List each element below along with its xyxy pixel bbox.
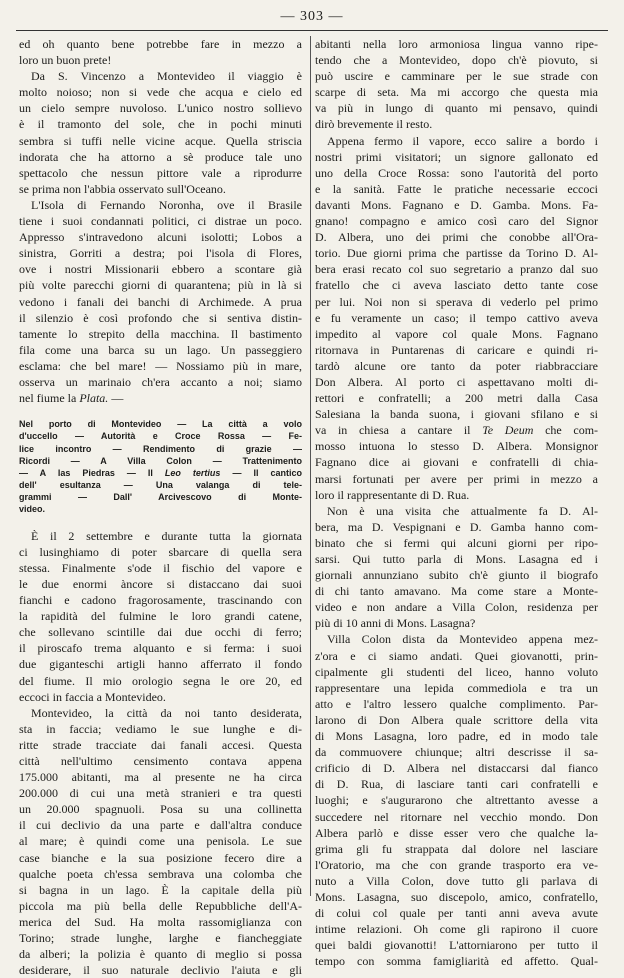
text-line: l'Oratorio, ma che con grande trasporto era ve-: [315, 857, 598, 872]
text-line: tendo che a Montevideo, dopo ch'è piovuto, si: [315, 53, 598, 68]
text-line: bera erasi recato col suo segretario a pranzo dal suo: [315, 262, 598, 277]
text-line: desiderare, il suo naturale declivio l'aiuta e gli: [19, 963, 302, 978]
text-line: può uscire e camminare per le sue strade con: [315, 69, 598, 84]
spacer: [19, 406, 302, 418]
heading-italic: Leo tertius: [164, 467, 221, 478]
text-line: binato che si fermi qui alcuni giorni per ripo-: [315, 535, 598, 550]
text-line: ed oh quanto bene potrebbe fare in mezzo a: [19, 37, 302, 51]
text-line: larono di Don Albera quale scrittore della vita: [315, 712, 598, 727]
text-line: tiene i suoi condannati politici, ci distrae un poco.: [19, 214, 302, 229]
text-line: merica del Sud. Ha molta rassomiglianza con: [19, 914, 302, 929]
text-line: Appresso s'intravedono alcuni isolotti; Lobos a: [19, 230, 302, 245]
text-line: due giganteschi artigli hanno afferrato il fondo: [19, 657, 302, 672]
text-fragment: —: [108, 391, 124, 406]
text-line: L'Isola di Fernando Noronha, ove il Brasile: [31, 197, 302, 212]
text-line: esclama: che bel mare! — Nossiamo più in mare,: [19, 358, 302, 373]
text-line: eccoci in faccia a Montevideo.: [19, 689, 166, 704]
text-line: vedono i fanali dei banchi di Archimede. A prua: [19, 294, 302, 309]
text-line: Salesiana la banda suona, i giovani sfilano e si: [315, 407, 598, 422]
text-line: e fu veramente un caso; il tempo cattivo aveva: [315, 310, 598, 325]
text-line: 175.000 abitanti, ma al presente ne ha circa: [19, 770, 302, 785]
text-line: scarpe di seta. Ma mi accorgo che questa mia: [315, 85, 598, 100]
left-column: [19, 36, 302, 978]
heading-line: video.: [19, 504, 46, 515]
text-line: molto noioso; non si vede che acqua e cielo ed: [19, 85, 302, 100]
text-line: di colui col quale per tanti anni aveva avute: [315, 906, 598, 921]
text-line: la rapidità del fulmine le loro grandi catene,: [19, 609, 302, 624]
text-line: di Mons Lasagna, loro padre, ed in modo tale: [315, 729, 598, 744]
text-line: più di 10 anni di Mons. Lasagna?: [315, 616, 476, 631]
heading-line: Ricordi — A Villa Colon — Trattenimento: [19, 455, 302, 466]
text-line: succedere nel ritornare nel vecchio mondo. Don: [315, 809, 598, 824]
text-line: Torino; strade lunghe, larghe e fiancheggiate: [19, 931, 302, 945]
text-line: tardò alcune ore tanto da poter riabbracciare: [315, 358, 598, 373]
heading-line: lice incontro — Rendimento di grazie —: [19, 443, 302, 454]
text-line: [19, 390, 302, 406]
text-line: un cielo sempre nuvoloso. L'unico nostro sollievo: [19, 101, 302, 116]
text-line: osserva un marinaio ch'era accanto a noi; siamo: [19, 374, 302, 389]
text-line: sta in faccia; vediamo le sue lunghe e di-: [19, 721, 302, 736]
page-number: — 303 —: [280, 9, 344, 24]
text-line: al mare; è quindi come una penisola. Le sue: [19, 834, 302, 849]
text-line: stessa. Finalmente s'ode il fischio del vapore e: [19, 560, 302, 575]
text-line: il piroscafo trema alquanto e si ferma: i suoi: [19, 641, 302, 656]
text-line: case bianche e la sua posizione fecero dire a: [19, 850, 302, 865]
text-line: e la sanità. Fatte le pratiche necessarie eccoci: [315, 181, 598, 196]
text-line: Don Albera. Al porto ci aspettavano molti di-: [315, 374, 598, 389]
text-line: tamente lo strepito della macchina. Il bastimento: [19, 326, 302, 341]
text-line: fratello che ci aveva lasciato detto tante cose: [315, 278, 598, 293]
text-line: bera, ma D. Vespignani e D. Gamba hanno com-: [315, 519, 598, 534]
text-line: piccola ma più bella delle Repubbliche dell'A-: [19, 898, 302, 913]
text-line: spettacolo che nessun pittore vale a riprodurre: [19, 165, 302, 180]
text-line: città nell'ultimo censimento contava appena: [19, 753, 302, 768]
text-line: rettori e confratelli; a 200 metri dalla Casa: [315, 391, 598, 406]
text-line: sarsi. Qui tutto parla di Mons. Lasagna ed i: [315, 552, 598, 566]
text-line: Montevideo, la città da noi tanto desiderata,: [31, 705, 302, 720]
text-line: giornali annunziano subito ch'è giunto il biografo: [315, 568, 598, 583]
text-line: rappresentare una lepida commediola e tra un: [315, 680, 598, 695]
heading-line: grammi — Dall' Arcivescovo di Monte-: [19, 492, 302, 503]
text-line: 200.000 di cui una metà stranieri e tra questi: [19, 786, 302, 801]
text-line: ritte strade tracciate dai fanali accesi. Questa: [19, 737, 302, 752]
text-line: del fiume. Il mio orologio segna le ore 20, ed: [19, 673, 302, 688]
text-line: loro un buon prete!: [19, 53, 112, 68]
column-divider: [310, 36, 311, 896]
header-rule: [16, 30, 608, 31]
text-line: il cui declivio da una parte e dall'altra conduce: [19, 818, 302, 833]
text-fragment: va in chiesa a cantare il: [315, 423, 471, 438]
text-line: È il 2 settembre e durante tutta la giornata: [31, 528, 302, 543]
text-line: marsi fortunati per avere per primi in mezzo a: [315, 471, 598, 486]
text-line: mosso intuona lo stesso D. Albera. Monsignor: [315, 439, 598, 454]
text-line: che sollevano scintille dai due occhi di ferro;: [19, 625, 302, 640]
text-line: si bagna in un lago. È la capitale della più: [19, 882, 302, 897]
text-line: ove i nostri Missionarii ebbero a scontare già: [19, 262, 302, 277]
text-line: Fagnano dice ai giovani e confratelli di chia-: [315, 455, 598, 470]
text-line: gnano! compagno e amico così caro del Signor: [315, 214, 598, 229]
text-line: più volte parecchi giorni di quarantena; più in là si: [19, 278, 302, 293]
text-line: ci lusinghiamo di poter sbarcare di quella sera: [19, 544, 302, 559]
section-heading: [19, 418, 302, 516]
text-line: crificio di D. Albera nel distaccarsi dal fianco: [315, 761, 598, 776]
text-line: sinistra, Gorriti a destra; poi l'isola di Flores,: [19, 246, 302, 261]
text-line: z'ora e ci siamo andati. Quei giovanotti, prin-: [315, 648, 598, 663]
text-fragment: nel fiume la: [19, 391, 77, 406]
heading-line: dell' esultanza — Una valanga di tele-: [19, 480, 302, 491]
text-line: nostri primi visitatori; un signore gallonato ed: [315, 149, 598, 164]
italic-text: Te Deum: [482, 423, 534, 438]
text-line: abitanti nella loro armoniosa lingua vanno ripe-: [315, 37, 598, 51]
text-line: davanti Mons. Fagnano e D. Gamba. Mons. Fa-: [315, 197, 598, 212]
heading-fragment: — A las Piedras — Il: [19, 467, 153, 478]
text-line: di D. Rua, di lasciare tanti cari confratelli e: [315, 777, 598, 792]
text-line: le due enormi àncore si distaccano dai suoi: [19, 576, 302, 591]
text-line: è il tramonto del sole, che in pochi minuti: [19, 117, 302, 132]
text-line: luoghi; e s'augurarono che altrettanto avesse a: [315, 793, 598, 808]
text-line: Non è una visita che attualmente fa D. Al-: [327, 503, 598, 518]
heading-line: Nel porto di Montevideo — La città a volo: [19, 419, 302, 430]
text-line: ritornava in Puntarenas di caricare e quindi ri-: [315, 342, 598, 357]
text-line: Villa Colon dista da Montevideo appena mez-: [327, 632, 598, 647]
heading-fragment: — Il cantico: [232, 467, 302, 478]
spacer: [19, 516, 302, 528]
text-line: nuto a Villa Colon, dove tutto gli parlava di: [315, 873, 598, 888]
text-line: dirò brevemente il resto.: [315, 117, 433, 132]
italic-text: Plata.: [79, 391, 109, 406]
text-line: [315, 422, 598, 438]
text-line: atto e l'altro lessero qualche complimento. Par-: [315, 696, 598, 711]
right-column: [315, 36, 599, 969]
heading-line: d'uccello — Autorità e Croce Rossa — Fe-: [19, 431, 302, 442]
text-line: fila come una barca su un lago. Un passeggiero: [19, 342, 302, 357]
text-line: va più in lungo di quanto mi pensavo, quindi: [315, 101, 598, 116]
text-line: fianchi e cadono fragorosamente, trascinando con: [19, 593, 302, 608]
text-line: video e non andare a Villa Colon, residenza per: [315, 600, 598, 615]
text-line: qualche poeta ch'essa sembrava una colomba che: [19, 866, 302, 881]
text-fragment: che com-: [545, 423, 599, 438]
text-line: Appena fermo il vapore, ecco salire a bordo i: [327, 133, 598, 148]
text-line: quei baldi giovanotti! L'attorniarono per tutto il: [315, 938, 598, 953]
heading-line: [19, 467, 302, 479]
text-line: se prima non l'abbia osservato sull'Oceano.: [19, 181, 226, 196]
text-line: impedito al vapore col quale Mons. Fagnano: [315, 326, 598, 341]
text-line: da alberi; la polizia è quanto di meglio si possa: [19, 947, 302, 962]
text-line: da commuovere chiunque; altri descrisse il sa-: [315, 745, 598, 760]
text-line: D. Albera, uno dei primi che conobbe all'Ora-: [315, 230, 598, 245]
text-line: loro il rappresentante di D. Rua.: [315, 487, 470, 502]
text-line: cipalmente gli studenti del liceo, hanno voluto: [315, 664, 598, 679]
text-line: sembra si tuffi nelle vicine acque. Quella striscia: [19, 133, 302, 148]
text-line: uno della Croce Rossa: sono l'autorità del porto: [315, 165, 598, 180]
text-line: il silenzio è così profondo che si sentiva distin-: [19, 310, 302, 325]
text-line: grima gli fu strappata dal dolore nel lasciare: [315, 841, 598, 856]
text-line: Mons. Lasagna, suo discepolo, amico, confratello,: [315, 889, 598, 904]
text-line: intime relazioni. Oh come gli rapirono il cuore: [315, 922, 598, 937]
text-line: Da S. Vincenzo a Montevideo il viaggio è: [31, 69, 302, 84]
text-line: torio. Due giorni prima che partisse da Torino D. Al-: [315, 246, 598, 261]
text-line: indorata che ha attorno a sè produce tale uno: [19, 149, 302, 164]
text-line: un 20.000 spagnuoli. Posa su una collinetta: [19, 802, 302, 817]
text-line: tempo con somma famigliarità ed affetto. Qual-: [315, 954, 598, 969]
text-line: per lui. Noi non si sperava di vederlo pel primo: [315, 294, 598, 309]
text-line: Albera parlò e disse esser vero che qualche la-: [315, 825, 598, 840]
text-line: di chi tanto amavano. Ma come stare a Monte-: [315, 584, 598, 599]
